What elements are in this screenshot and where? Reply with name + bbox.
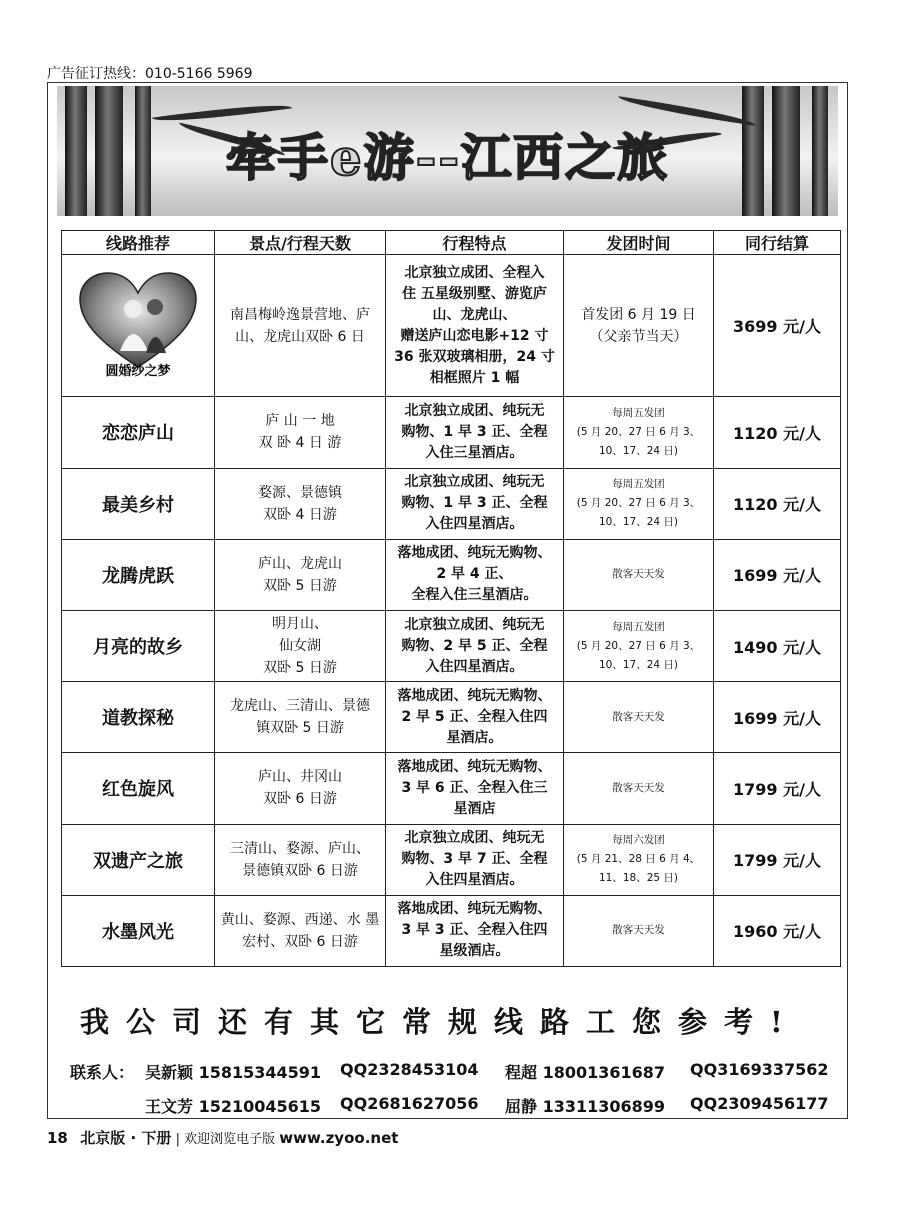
features-cell (386, 468, 564, 539)
table-row (62, 753, 841, 824)
features-cell (386, 824, 564, 895)
features-cell (386, 682, 564, 753)
contact-name: 王文芳 (145, 1097, 194, 1116)
contacts-label: 联系人： (70, 1063, 135, 1082)
price-cell: 1120 元/人 (714, 468, 841, 539)
spots-line: 仙女湖 (279, 638, 321, 655)
spots-cell (215, 824, 386, 895)
route-name-cell: 恋恋庐山 (62, 397, 215, 468)
header-features: 行程特点 (386, 231, 564, 255)
route-name-cell: 最美乡村 (62, 468, 215, 539)
spots-line: 双卧 6 日游 (263, 791, 337, 808)
departure-cell (564, 682, 714, 753)
features-line: 落地成团、纯玩无购物、 (397, 758, 552, 775)
features-line: 北京独立成团、纯玩无 (404, 616, 545, 633)
features-cell (386, 255, 564, 397)
header-route: 线路推荐 (62, 231, 215, 255)
header-departure: 发团时间 (564, 231, 714, 255)
spots-line: 双卧 5 日游 (263, 577, 337, 594)
features-line: 星级酒店。 (439, 943, 510, 960)
spots-line: 黄山、婺源、西递、水 墨 (220, 911, 380, 928)
routes-table (61, 230, 841, 967)
departure-line: 每周五发团 (612, 620, 665, 633)
route-name-cell: 双遗产之旅 (62, 824, 215, 895)
features-line: 落地成团、纯玩无购物、 (397, 687, 552, 704)
contact-qq: QQ2681627056 (340, 1094, 479, 1113)
spots-line: 景德镇双卧 6 日游 (242, 862, 358, 879)
departure-line: 散客天天发 (612, 781, 665, 794)
table-row (62, 824, 841, 895)
features-line: 购物、1 早 3 正、全程 (401, 423, 548, 440)
price-cell: 1699 元/人 (714, 682, 841, 753)
route-image-cell (62, 255, 215, 397)
spots-cell (215, 753, 386, 824)
spots-cell (215, 539, 386, 610)
departure-cell (564, 824, 714, 895)
departure-cell (564, 610, 714, 681)
contact-phone: 15815344591 (198, 1063, 322, 1082)
features-line: 入住四星酒店。 (425, 658, 524, 675)
spots-line: 明月山、 (272, 616, 328, 633)
spots-cell (215, 468, 386, 539)
wedding-photo-heart (68, 271, 208, 381)
features-line: 北京独立成团、纯玩无 (404, 474, 545, 491)
price-cell: 3699 元/人 (714, 255, 841, 397)
features-line: 星酒店。 (446, 729, 503, 746)
table-row (62, 539, 841, 610)
header-price: 同行结算 (714, 231, 841, 255)
departure-line: 散客天天发 (612, 924, 665, 937)
features-line: 入住四星酒店。 (425, 872, 524, 889)
route-name-cell: 水墨风光 (62, 895, 215, 966)
contact-phone: 18001361687 (542, 1063, 666, 1082)
price-cell: 1120 元/人 (714, 397, 841, 468)
spots-line: 山、龙虎山双卧 6 日 (235, 328, 365, 345)
route-name-cell: 红色旋风 (62, 753, 215, 824)
departure-cell (564, 753, 714, 824)
departure-cell (564, 255, 714, 397)
departure-cell (564, 895, 714, 966)
spots-cell (215, 895, 386, 966)
spots-cell (215, 682, 386, 753)
heart-photo-icon (78, 271, 198, 371)
spots-line: 龙虎山、三清山、景德 (230, 698, 370, 715)
departure-cell (564, 539, 714, 610)
table-row (62, 468, 841, 539)
spots-line: 庐 山 一 地 (265, 413, 335, 430)
features-cell (386, 397, 564, 468)
spots-cell (215, 610, 386, 681)
page-footer (47, 1127, 398, 1148)
route-name-cell: 月亮的故乡 (62, 610, 215, 681)
spots-line: 镇双卧 5 日游 (256, 720, 344, 737)
features-line: 购物、2 早 5 正、全程 (401, 637, 548, 654)
contact-qq: QQ2309456177 (690, 1094, 829, 1113)
departure-line: 每周五发团 (612, 478, 665, 491)
table-row (62, 255, 841, 397)
features-line: 星酒店 (453, 800, 496, 817)
features-line: 赠送庐山恋电影+12 寸 (400, 327, 549, 344)
slogan: 我公司还有其它常规线路工您参考! (80, 1005, 800, 1039)
features-line: 入住四星酒店。 (425, 516, 524, 533)
features-line: 36 张双玻璃相册，24 寸 (394, 348, 555, 365)
features-line: 山、龙虎山、 (432, 306, 517, 323)
features-line: 2 早 5 正、全程入住四 (401, 708, 548, 725)
departure-line: 散客天天发 (612, 568, 665, 581)
site-link[interactable]: www.zyoo.net (279, 1129, 399, 1147)
contact-name: 吴新颖 (145, 1063, 194, 1082)
features-line: 北京独立成团、纯玩无 (404, 830, 545, 847)
price-cell: 1960 元/人 (714, 895, 841, 966)
edition-label: 北京版 · 下册 (80, 1129, 172, 1147)
departure-cell (564, 397, 714, 468)
route-name-cell: 道教探秘 (62, 682, 215, 753)
contact-qq: QQ2328453104 (340, 1060, 479, 1079)
spots-line: 南昌梅岭逸景营地、庐 (230, 306, 370, 323)
features-cell (386, 610, 564, 681)
price-cell: 1699 元/人 (714, 539, 841, 610)
spots-cell (215, 255, 386, 397)
features-line: 入住三星酒店。 (425, 444, 524, 461)
departure-line: 10、17、24 日) (598, 444, 679, 457)
departure-line: 散客天天发 (612, 710, 665, 723)
features-line: 北京独立成团、全程入 (404, 264, 545, 281)
departure-line: 每周六发团 (612, 834, 665, 847)
spots-cell (215, 397, 386, 468)
banner-title: 牵手e游--江西之旅 (225, 128, 670, 187)
price-cell: 1490 元/人 (714, 610, 841, 681)
features-cell (386, 539, 564, 610)
table-row (62, 682, 841, 753)
features-cell (386, 895, 564, 966)
spots-line: 双卧 5 日游 (263, 660, 337, 677)
departure-line: 11、18、25 日) (598, 872, 679, 885)
heart-caption: 圆婚纱之梦 (105, 363, 171, 379)
table-row (62, 895, 841, 966)
footer-divider: | (175, 1132, 180, 1147)
features-line: 3 早 6 正、全程入住三 (401, 779, 548, 796)
header-spots: 景点/行程天数 (215, 231, 386, 255)
spots-line: 双 卧 4 日 游 (258, 435, 342, 452)
features-line: 全程入住三星酒店。 (411, 587, 538, 604)
banner (57, 86, 838, 216)
contact-phone: 15210045615 (198, 1097, 322, 1116)
departure-line: (5 月 20、27 日 6 月 3、 (576, 639, 701, 652)
spots-line: 婺源、景德镇 (258, 484, 342, 501)
departure-cell (564, 468, 714, 539)
spots-line: 庐山、井冈山 (258, 769, 342, 786)
features-cell (386, 753, 564, 824)
features-line: 2 早 4 正、 (436, 566, 513, 583)
price-cell: 1799 元/人 (714, 824, 841, 895)
page-number: 18 (47, 1129, 68, 1147)
departure-line: (5 月 20、27 日 6 月 3、 (576, 425, 701, 438)
features-line: 落地成团、纯玩无购物、 (397, 545, 552, 562)
departure-line: (5 月 20、27 日 6 月 3、 (576, 497, 701, 510)
departure-line: 10、17、24 日) (598, 658, 679, 671)
spots-line: 庐山、龙虎山 (258, 555, 342, 572)
departure-line: (5 月 21、28 日 6 月 4、 (576, 853, 701, 866)
features-line: 住 五星级别墅、游览庐 (402, 285, 547, 302)
contact-phone: 13311306899 (542, 1097, 666, 1116)
departure-line: 10、17、24 日) (598, 516, 679, 529)
features-line: 北京独立成团、纯玩无 (404, 402, 545, 419)
spots-line: 三清山、婺源、庐山、 (230, 840, 370, 857)
contact-name: 程超 (505, 1063, 538, 1082)
route-name-cell: 龙腾虎跃 (62, 539, 215, 610)
contact-qq: QQ3169337562 (690, 1060, 829, 1079)
table-header (62, 231, 841, 255)
price-cell: 1799 元/人 (714, 753, 841, 824)
features-line: 相框照片 1 幅 (429, 369, 520, 386)
table-row (62, 397, 841, 468)
features-line: 落地成团、纯玩无购物、 (397, 901, 552, 918)
departure-line: 每周五发团 (612, 406, 665, 419)
table-row (62, 610, 841, 681)
ad-hotline: 广告征订热线：010-5166 5969 (47, 66, 253, 82)
welcome-text: 欢迎浏览电子版 (184, 1132, 276, 1147)
features-line: 3 早 3 正、全程入住四 (401, 922, 548, 939)
contact-name: 屈静 (505, 1097, 538, 1116)
departure-line: 首发团 6 月 19 日 (581, 306, 696, 323)
features-line: 购物、3 早 7 正、全程 (401, 851, 548, 868)
spots-line: 双卧 4 日游 (263, 506, 337, 523)
departure-line: （父亲节当天） (589, 328, 688, 345)
features-line: 购物、1 早 3 正、全程 (401, 495, 548, 512)
spots-line: 宏村、双卧 6 日游 (242, 933, 358, 950)
